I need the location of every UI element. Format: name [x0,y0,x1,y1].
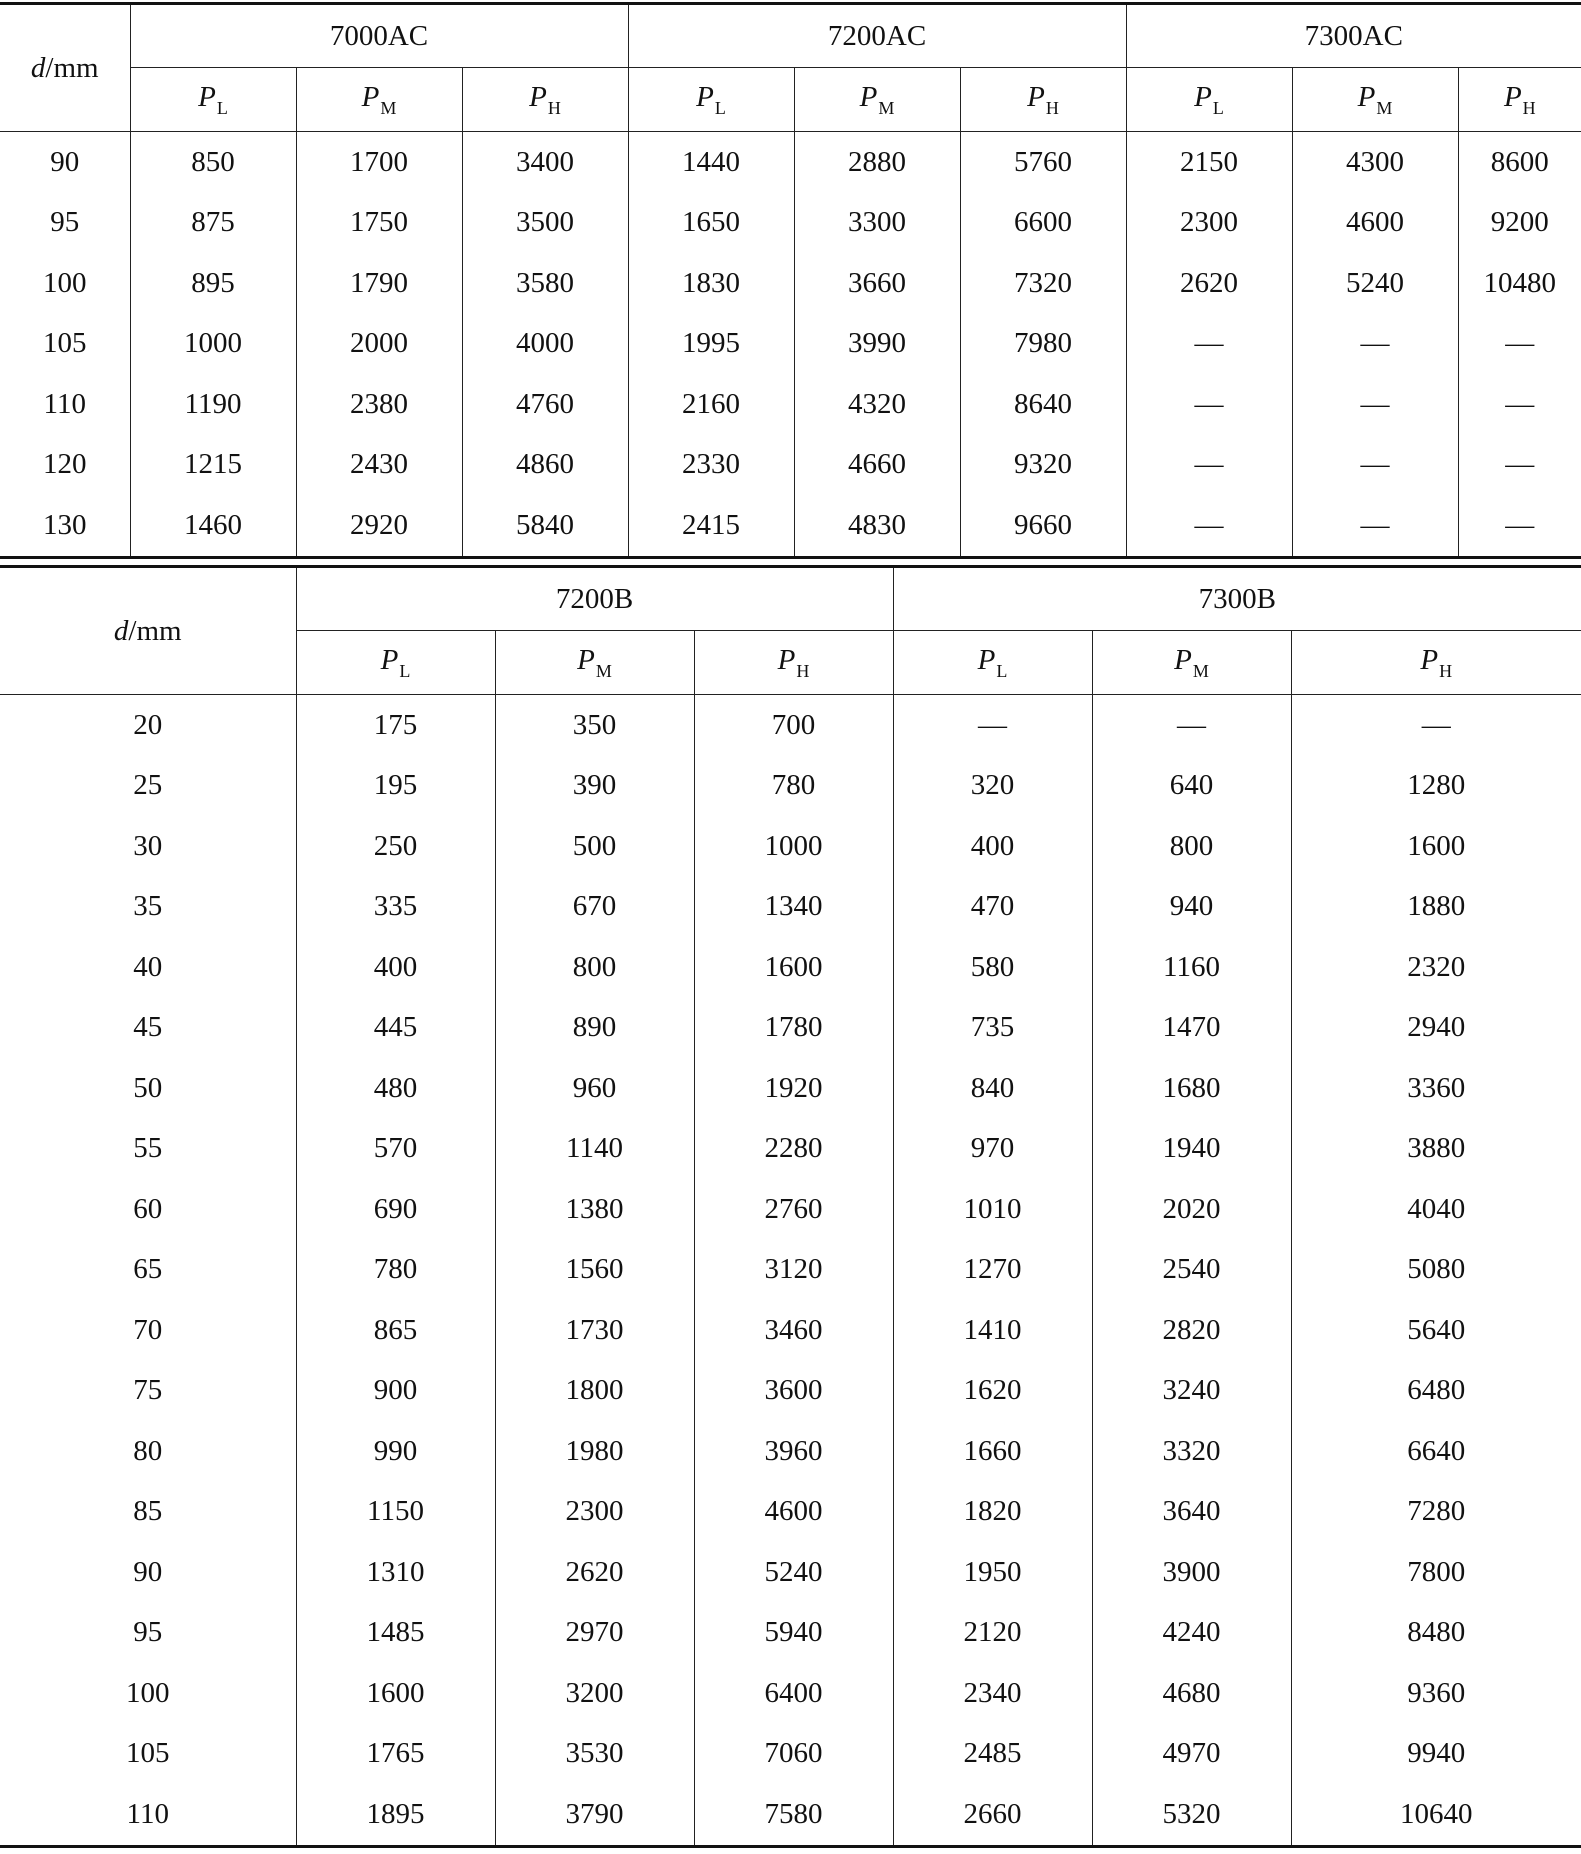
preload-value-cell: 2620 [495,1542,694,1603]
preload-value-cell: 250 [296,816,495,877]
preload-value-cell: — [1458,435,1581,496]
preload-value-cell: 3600 [694,1361,893,1422]
symbol-p: P [198,80,216,113]
preload-table-ac [0,2,1581,559]
preload-value-cell: 1560 [495,1240,694,1301]
table-row [0,937,1581,998]
preload-value-cell: 2920 [296,495,462,557]
preload-value-cell: 3200 [495,1663,694,1724]
d-value-cell: 65 [133,1253,163,1286]
preload-value-cell: 1995 [628,314,794,375]
preload-value-cell: 3460 [694,1300,893,1361]
preload-value-cell: 8600 [1458,132,1581,193]
preload-value-cell: 780 [694,756,893,817]
preload-value-cell: 895 [130,253,296,314]
d-value-cell: 25 [133,769,163,802]
preload-value-cell: 1600 [694,937,893,998]
preload-value-cell: 445 [296,998,495,1059]
preload-value-cell: 780 [296,1240,495,1301]
preload-value-cell: 1620 [893,1361,1092,1422]
preload-value-cell: 3400 [462,132,628,193]
preload-value-cell: 4300 [1292,132,1458,193]
preload-value-cell: 5080 [1291,1240,1581,1301]
preload-value-cell: 5640 [1291,1300,1581,1361]
preload-value-cell: 2300 [1126,193,1292,254]
preload-value-cell: 2540 [1092,1240,1291,1301]
preload-value-cell: 1765 [296,1724,495,1785]
preload-value-cell: 4320 [794,374,960,435]
preload-value-cell: 2415 [628,495,794,557]
preload-value-cell: 2000 [296,314,462,375]
symbol-p: P [380,643,399,676]
preload-value-cell: — [1126,495,1292,557]
preload-value-cell: 9320 [960,435,1126,496]
preload-value-cell: 875 [130,193,296,254]
preload-value-cell: 3790 [495,1784,694,1846]
preload-value-cell: 690 [296,1179,495,1240]
sub-header-ph [694,631,893,695]
d-value-cell: 90 [50,145,80,178]
table-row [0,193,1581,254]
preload-value-cell: 700 [694,695,893,756]
table-row [0,1421,1581,1482]
table-row [0,816,1581,877]
preload-value-cell: 940 [1092,877,1291,938]
preload-value-cell: 1440 [628,132,794,193]
preload-value-cell: 1730 [495,1300,694,1361]
preload-value-cell: 1600 [296,1663,495,1724]
preload-value-cell: 3240 [1092,1361,1291,1422]
d-value-cell: 60 [133,1192,163,1225]
preload-value-cell: 960 [495,1058,694,1119]
preload-value-cell: 800 [495,937,694,998]
preload-value-cell: 1000 [694,816,893,877]
preload-value-cell: 3120 [694,1240,893,1301]
preload-value-cell: 2300 [495,1482,694,1543]
preload-value-cell: — [1292,314,1458,375]
d-value-cell: 110 [43,387,86,420]
preload-value-cell: 500 [495,816,694,877]
preload-value-cell: — [1291,695,1581,756]
preload-value-cell: 8640 [960,374,1126,435]
group-header-7200ac: 7200AC [628,4,1126,68]
sub-header-ph [1458,68,1581,132]
table-row [0,1724,1581,1785]
preload-value-cell: 6400 [694,1663,893,1724]
preload-value-cell: 3640 [1092,1482,1291,1543]
preload-value-cell: 1000 [130,314,296,375]
symbol-p: P [1174,643,1192,676]
table-row [0,1361,1581,1422]
preload-value-cell: 9940 [1291,1724,1581,1785]
preload-value-cell: 800 [1092,816,1291,877]
sub-header-pm [495,631,694,695]
preload-value-cell: — [1126,374,1292,435]
preload-value-cell: 2970 [495,1603,694,1664]
preload-value-cell: 990 [296,1421,495,1482]
d-value-cell: 110 [0,1784,296,1846]
preload-value-cell: 7580 [694,1784,893,1846]
preload-value-cell: 4600 [1292,193,1458,254]
preload-value-cell: 7800 [1291,1542,1581,1603]
preload-value-cell: 5240 [694,1542,893,1603]
d-column-header [0,567,296,695]
preload-value-cell: 5320 [1092,1784,1291,1846]
preload-value-cell: 1880 [1291,877,1581,938]
table-row [0,1240,1581,1301]
preload-value-cell: 4830 [794,495,960,557]
sub-header-pl [893,631,1092,695]
preload-value-cell: 2280 [694,1119,893,1180]
preload-value-cell: 4860 [462,435,628,496]
preload-value-cell: 640 [1092,756,1291,817]
preload-value-cell: 2380 [296,374,462,435]
preload-value-cell: 1940 [1092,1119,1291,1180]
symbol-p: P [859,80,878,113]
preload-value-cell: 1790 [296,253,462,314]
d-value-cell: 130 [0,495,130,557]
preload-value-cell: 7980 [960,314,1126,375]
preload-value-cell: 3320 [1092,1421,1291,1482]
d-value-cell: 70 [133,1313,163,1346]
preload-value-cell: 4000 [462,314,628,375]
preload-value-cell: 1680 [1092,1058,1291,1119]
preload-value-cell: 2340 [893,1663,1092,1724]
preload-value-cell: 1650 [628,193,794,254]
preload-value-cell: 1215 [130,435,296,496]
preload-value-cell: 865 [296,1300,495,1361]
d-value-cell: 100 [126,1676,170,1709]
preload-value-cell: 1750 [296,193,462,254]
table-row [0,495,1581,557]
table-row [0,1542,1581,1603]
preload-value-cell: 4600 [694,1482,893,1543]
symbol-p: P [361,80,380,113]
preload-value-cell: 3580 [462,253,628,314]
preload-value-cell: 5840 [462,495,628,557]
group-header-7000ac: 7000AC [130,4,628,68]
table-row [0,435,1581,496]
d-value-cell: 40 [133,950,163,983]
table-row [0,1119,1581,1180]
subscript: L [996,660,1008,681]
preload-value-cell: 1380 [495,1179,694,1240]
preload-value-cell: 2430 [296,435,462,496]
group-header-7300b: 7300B [893,567,1581,631]
preload-value-cell: 2485 [893,1724,1092,1785]
preload-value-cell: 1470 [1092,998,1291,1059]
preload-value-cell: 1950 [893,1542,1092,1603]
preload-value-cell: — [1458,314,1581,375]
subscript: H [1522,97,1536,118]
table-row [0,253,1581,314]
preload-value-cell: 1980 [495,1421,694,1482]
preload-value-cell: 1160 [1092,937,1291,998]
sub-header-ph [960,68,1126,132]
preload-value-cell: — [1126,435,1292,496]
preload-value-cell: 9360 [1291,1663,1581,1724]
d-unit: /mm [45,51,99,84]
sub-header-ph [1291,631,1581,695]
preload-value-cell: 1410 [893,1300,1092,1361]
sub-header-pl [130,68,296,132]
subscript: M [380,97,397,118]
symbol-p: P [1194,80,1212,113]
preload-value-cell: 1280 [1291,756,1581,817]
table-row [0,132,1581,193]
preload-value-cell: 2820 [1092,1300,1291,1361]
sub-header-pl [628,68,794,132]
preload-value-cell: 10640 [1291,1784,1581,1846]
preload-value-cell: 1780 [694,998,893,1059]
d-value-cell: 95 [133,1616,163,1649]
symbol-p: P [977,643,996,676]
subscript: H [1439,660,1453,681]
subscript: M [595,660,612,681]
preload-value-cell: 1800 [495,1361,694,1422]
d-value-cell: 95 [50,206,80,239]
d-unit: /mm [128,614,182,647]
d-value-cell: 50 [133,1071,163,1104]
subscript: L [216,97,228,118]
preload-value-cell: 2120 [893,1603,1092,1664]
group-header-7200b: 7200B [296,567,893,631]
preload-value-cell: 1010 [893,1179,1092,1240]
d-value-cell: 105 [126,1737,170,1770]
d-value-cell: 45 [133,1011,163,1044]
preload-value-cell: 9660 [960,495,1126,557]
preload-value-cell: 480 [296,1058,495,1119]
table-row [0,1058,1581,1119]
d-value-cell: 105 [43,327,87,360]
preload-value-cell: 2160 [628,374,794,435]
preload-value-cell: 840 [893,1058,1092,1119]
preload-value-cell: 1660 [893,1421,1092,1482]
preload-value-cell: 1700 [296,132,462,193]
preload-value-cell: 2620 [1126,253,1292,314]
d-value-cell: 85 [133,1495,163,1528]
preload-value-cell: 8480 [1291,1603,1581,1664]
preload-value-cell: 2020 [1092,1179,1291,1240]
preload-value-cell: 900 [296,1361,495,1422]
d-label: d [113,614,129,647]
preload-value-cell: 2150 [1126,132,1292,193]
preload-value-cell: 5760 [960,132,1126,193]
preload-value-cell: — [1458,374,1581,435]
preload-value-cell: 1895 [296,1784,495,1846]
subscript: M [1376,97,1393,118]
d-label: d [30,51,46,84]
table-row [0,756,1581,817]
preload-value-cell: 6640 [1291,1421,1581,1482]
preload-value-cell: — [1092,695,1291,756]
preload-value-cell: 1485 [296,1603,495,1664]
preload-value-cell: 2320 [1291,937,1581,998]
preload-value-cell: 350 [495,695,694,756]
preload-table-b [0,565,1581,1848]
subscript: M [878,97,895,118]
d-value-cell: 90 [133,1555,163,1588]
preload-value-cell: 2760 [694,1179,893,1240]
preload-value-cell: — [1292,435,1458,496]
table-row [0,1300,1581,1361]
table-row [0,1663,1581,1724]
symbol-p: P [1503,80,1522,113]
symbol-p: P [1420,643,1439,676]
preload-value-cell: 670 [495,877,694,938]
preload-value-cell: 890 [495,998,694,1059]
table-row [0,1603,1581,1664]
preload-value-cell: — [1292,374,1458,435]
preload-value-cell: 850 [130,132,296,193]
preload-value-cell: 335 [296,877,495,938]
d-value-cell: 35 [133,890,163,923]
table-row [0,998,1581,1059]
preload-value-cell: 1310 [296,1542,495,1603]
preload-value-cell: 7280 [1291,1482,1581,1543]
preload-value-cell: 3880 [1291,1119,1581,1180]
preload-value-cell: 3960 [694,1421,893,1482]
preload-value-cell: 3500 [462,193,628,254]
table-row [0,374,1581,435]
table-row [0,1784,1581,1846]
preload-value-cell: 5940 [694,1603,893,1664]
preload-value-cell: — [1126,314,1292,375]
preload-value-cell: 1270 [893,1240,1092,1301]
symbol-p: P [529,80,547,113]
preload-value-cell: 470 [893,877,1092,938]
preload-value-cell: 2660 [893,1784,1092,1846]
sub-header-pl [1126,68,1292,132]
subscript: L [1212,97,1224,118]
d-value-cell: 55 [133,1132,163,1165]
d-value-cell: 20 [133,708,163,741]
preload-value-cell: 735 [893,998,1092,1059]
subscript: H [1045,97,1059,118]
preload-value-cell: 1830 [628,253,794,314]
preload-value-cell: 4680 [1092,1663,1291,1724]
preload-value-cell: 570 [296,1119,495,1180]
sub-header-pm [1292,68,1458,132]
preload-value-cell: 3900 [1092,1542,1291,1603]
preload-value-cell: 10480 [1458,253,1581,314]
preload-value-cell: 7060 [694,1724,893,1785]
preload-value-cell: 3360 [1291,1058,1581,1119]
preload-value-cell: 175 [296,695,495,756]
sub-header-pl [296,631,495,695]
preload-value-cell: 3660 [794,253,960,314]
table-row [0,695,1581,756]
preload-value-cell: 970 [893,1119,1092,1180]
preload-value-cell: — [1458,495,1581,557]
preload-value-cell: 6600 [960,193,1126,254]
preload-value-cell: 320 [893,756,1092,817]
preload-value-cell: 9200 [1458,193,1581,254]
preload-value-cell: 7320 [960,253,1126,314]
preload-value-cell: 580 [893,937,1092,998]
sub-header-pm [1092,631,1291,695]
preload-value-cell: 4970 [1092,1724,1291,1785]
preload-value-cell: 2940 [1291,998,1581,1059]
d-value-cell: 80 [133,1434,163,1467]
preload-value-cell: 4760 [462,374,628,435]
symbol-p: P [1357,80,1376,113]
preload-value-cell: 195 [296,756,495,817]
sub-header-pm [296,68,462,132]
symbol-p: P [777,643,796,676]
group-header-7300ac: 7300AC [1126,4,1581,68]
symbol-p: P [1027,80,1045,113]
preload-value-cell: 4040 [1291,1179,1581,1240]
preload-value-cell: 3530 [495,1724,694,1785]
subscript: H [796,660,810,681]
subscript: L [714,97,726,118]
preload-value-cell: 1150 [296,1482,495,1543]
preload-value-cell: 4660 [794,435,960,496]
subscript: H [547,97,561,118]
subscript: L [399,660,411,681]
table-row [0,314,1581,375]
subscript: M [1192,660,1209,681]
preload-value-cell: 1820 [893,1482,1092,1543]
preload-value-cell: 1600 [1291,816,1581,877]
preload-value-cell: 2880 [794,132,960,193]
d-value-cell: 75 [133,1374,163,1407]
preload-value-cell: 1190 [130,374,296,435]
table-row [0,877,1581,938]
preload-value-cell: 3990 [794,314,960,375]
preload-value-cell: 6480 [1291,1361,1581,1422]
sub-header-pm [794,68,960,132]
d-value-cell: 100 [43,266,87,299]
preload-value-cell: 5240 [1292,253,1458,314]
preload-value-cell: 390 [495,756,694,817]
preload-value-cell: 1460 [130,495,296,557]
d-column-header [0,4,130,132]
preload-value-cell: 4240 [1092,1603,1291,1664]
preload-value-cell: 400 [893,816,1092,877]
preload-value-cell: 3300 [794,193,960,254]
sub-header-ph [462,68,628,132]
table-row [0,1179,1581,1240]
preload-value-cell: 1140 [495,1119,694,1180]
d-value-cell: 30 [133,829,163,862]
preload-value-cell: 1340 [694,877,893,938]
symbol-p: P [696,80,714,113]
preload-value-cell: 2330 [628,435,794,496]
table-row [0,1482,1581,1543]
preload-value-cell: — [893,695,1092,756]
preload-value-cell: 400 [296,937,495,998]
d-value-cell: 120 [43,448,87,481]
preload-value-cell: — [1292,495,1458,557]
symbol-p: P [577,643,595,676]
preload-value-cell: 1920 [694,1058,893,1119]
